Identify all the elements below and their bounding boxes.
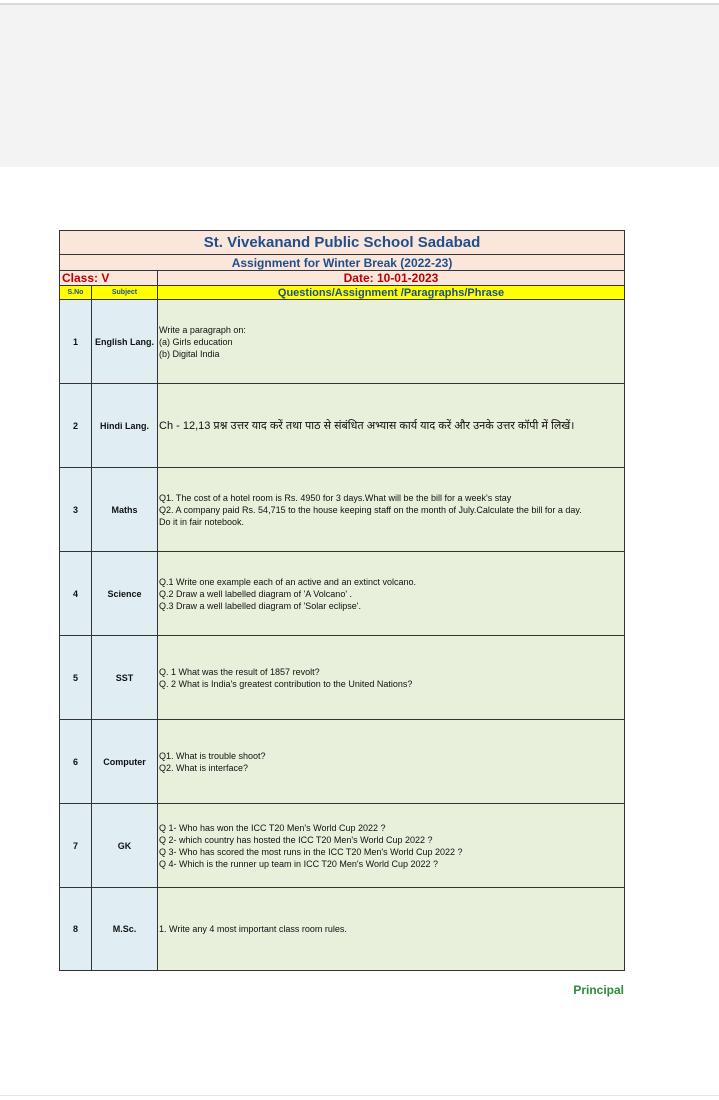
principal-signature-label: Principal bbox=[573, 983, 624, 997]
table-row bbox=[60, 636, 625, 720]
column-header-row bbox=[60, 286, 625, 300]
col-subject-header: Subject bbox=[92, 286, 158, 300]
question-line: Ch - 12,13 प्रश्न उत्तर याद करें तथा पाठ से संबंधित अभ्यास कार्य याद करें और उनके उत्तर कॉपी में लिखें। bbox=[159, 419, 575, 432]
row-subject: M.Sc. bbox=[92, 888, 158, 971]
row-number: 7 bbox=[60, 804, 92, 888]
row-subject: SST bbox=[92, 636, 158, 720]
row-questions bbox=[158, 300, 625, 384]
question-line: Q.3 Draw a well labelled diagram of 'Solar eclipse'. bbox=[159, 600, 362, 611]
bottom-divider bbox=[0, 1095, 719, 1096]
question-line: Do it in fair notebook. bbox=[159, 516, 245, 527]
row-questions bbox=[158, 720, 625, 804]
question-line: Q. 1 What was the result of 1857 revolt? bbox=[159, 666, 320, 677]
table-row bbox=[60, 468, 625, 552]
table-row bbox=[60, 384, 625, 468]
question-line: Q.1 Write one example each of an active and an extinct volcano. bbox=[159, 576, 416, 587]
school-name: St. Vivekanand Public School Sadabad bbox=[60, 231, 625, 255]
col-sno-header: S.No bbox=[60, 286, 92, 300]
table-row bbox=[60, 888, 625, 971]
question-line: Q1. What is trouble shoot? bbox=[159, 750, 266, 761]
row-number: 1 bbox=[60, 300, 92, 384]
question-line: Write a paragraph on: bbox=[159, 324, 246, 335]
row-questions bbox=[158, 888, 625, 971]
row-subject: Computer bbox=[92, 720, 158, 804]
top-gray-band bbox=[0, 5, 719, 167]
row-questions bbox=[158, 468, 625, 552]
row-subject: English Lang. bbox=[92, 300, 158, 384]
question-line: Q2. What is interface? bbox=[159, 762, 249, 773]
question-line: Q 1- Who has won the ICC T20 Men's World Cup 2022 ? bbox=[159, 822, 386, 833]
class-label: Class: V bbox=[60, 271, 158, 286]
row-number: 8 bbox=[60, 888, 92, 971]
row-questions bbox=[158, 636, 625, 720]
question-line: (a) Girls education bbox=[159, 336, 233, 347]
table-row bbox=[60, 552, 625, 636]
row-number: 4 bbox=[60, 552, 92, 636]
question-line: Q 4- Which is the runner up team in ICC T20 Men's World Cup 2022 ? bbox=[159, 858, 439, 869]
table-row bbox=[60, 804, 625, 888]
question-line: 1. Write any 4 most important class room rules. bbox=[159, 924, 347, 934]
row-questions bbox=[158, 384, 625, 468]
question-line: Q 2- which country has hosted the ICC T20 Men's World Cup 2022 ? bbox=[159, 834, 433, 845]
question-line: Q2. A company paid Rs. 54,715 to the house keeping staff on the month of July.Calculate the bill for a day. bbox=[159, 504, 582, 515]
question-line: Q 3- Who has scored the most runs in the ICC T20 Men's World Cup 2022 ? bbox=[159, 846, 463, 857]
row-subject: GK bbox=[92, 804, 158, 888]
question-line: (b) Digital India bbox=[159, 348, 220, 359]
row-subject: Science bbox=[92, 552, 158, 636]
row-subject: Hindi Lang. bbox=[92, 384, 158, 468]
row-questions bbox=[158, 552, 625, 636]
row-subject: Maths bbox=[92, 468, 158, 552]
question-line: Q1. The cost of a hotel room is Rs. 4950 for 3 days.What will be the bill for a week's stay bbox=[159, 492, 512, 503]
table-row bbox=[60, 720, 625, 804]
assignment-title: Assignment for Winter Break (2022-23) bbox=[60, 255, 625, 271]
table-row bbox=[60, 300, 625, 384]
assignment-table bbox=[59, 230, 625, 971]
row-questions bbox=[158, 804, 625, 888]
row-number: 3 bbox=[60, 468, 92, 552]
question-line: Q. 2 What is India's greatest contribution to the United Nations? bbox=[159, 678, 413, 689]
row-number: 5 bbox=[60, 636, 92, 720]
question-line: Q.2 Draw a well labelled diagram of 'A Volcano' . bbox=[159, 588, 353, 599]
date-label: Date: 10-01-2023 bbox=[158, 271, 625, 286]
row-number: 6 bbox=[60, 720, 92, 804]
col-questions-header: Questions/Assignment /Paragraphs/Phrase bbox=[158, 286, 625, 300]
row-number: 2 bbox=[60, 384, 92, 468]
